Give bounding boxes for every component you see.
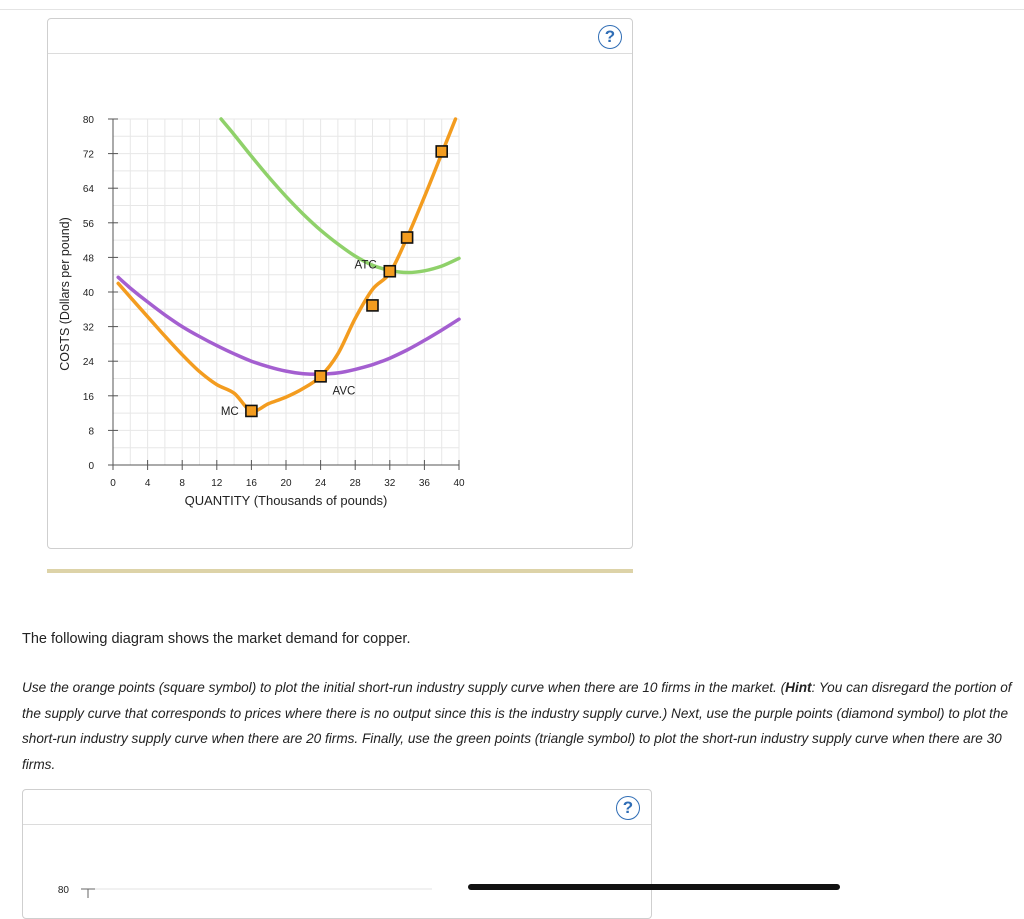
- y-tick-label: 48: [82, 253, 94, 265]
- series: [118, 119, 459, 411]
- intro-text: The following diagram shows the market demand for copper.: [22, 631, 411, 647]
- y-tick-label: 80: [82, 115, 94, 126]
- x-tick-label: 36: [418, 478, 430, 489]
- y-tick-label: 64: [82, 184, 94, 196]
- y-tick-label: 8: [88, 426, 94, 438]
- x-tick-label: 32: [384, 478, 396, 489]
- instructions-text: [22, 675, 1012, 777]
- help-icon[interactable]: ?: [598, 25, 622, 49]
- mc-curve: [118, 119, 455, 411]
- x-tick-label: 24: [315, 478, 327, 489]
- x-tick-label: 28: [349, 478, 361, 489]
- orange-square-point: [315, 371, 326, 382]
- x-tick-label: 8: [179, 478, 185, 489]
- x-tick-label: 16: [245, 478, 257, 489]
- curve-label-mc: MC: [220, 405, 239, 418]
- orange-square-point: [402, 232, 413, 243]
- orange-square-point: [384, 266, 395, 277]
- orange-square-point: [367, 300, 378, 311]
- curve-label-atc: ATC: [354, 259, 377, 272]
- y-tick-label: 0: [88, 461, 94, 472]
- instructions-part-2: : You can disregard the portion of the supply curve that corresponds to prices where there is no output since this is the industry supply curve.) Next, use the purple points (diamond symbol) to plot the short-run industry supply curve when there are 20 firms. Finally, use the green points (triangle symbol) to plot the short-run industry supply curve when there are 30 firms.: [22, 680, 1012, 772]
- y-tick-label: 56: [82, 218, 94, 230]
- x-tick-label: 0: [110, 478, 116, 489]
- panel-header-2: [23, 790, 651, 825]
- grid: [113, 119, 459, 465]
- horizontal-scrollbar[interactable]: [468, 884, 840, 890]
- y-tick-label: 24: [82, 357, 94, 369]
- help-icon-2[interactable]: ?: [616, 796, 640, 820]
- industry-supply-panel: [22, 789, 652, 919]
- orange-square-point: [246, 405, 257, 416]
- y-tick-label: 16: [82, 391, 94, 403]
- y-axis-title: COSTS (Dollars per pound): [58, 217, 72, 371]
- y-tick-label: 40: [82, 288, 94, 299]
- instructions-part-1: Use the orange points (square symbol) to plot the initial short-run industry supply curve when there are 10 firms in the market. (: [22, 680, 786, 695]
- x-axis-title: QUANTITY (Thousands of pounds): [184, 493, 388, 508]
- hint-label: Hint: [785, 680, 812, 695]
- section-divider: [47, 569, 633, 573]
- orange-square-point: [436, 146, 447, 157]
- y-tick-label: 72: [82, 149, 94, 161]
- x-tick-label: 12: [211, 478, 223, 489]
- annotations: [221, 259, 377, 418]
- y-tick-label: 32: [82, 322, 94, 334]
- x-tick-label: 40: [453, 478, 465, 489]
- x-tick-label: 20: [280, 478, 292, 489]
- curve-label-avc: AVC: [332, 385, 356, 398]
- x-tick-label: 4: [144, 478, 151, 489]
- y-tick-label: 80: [57, 885, 69, 896]
